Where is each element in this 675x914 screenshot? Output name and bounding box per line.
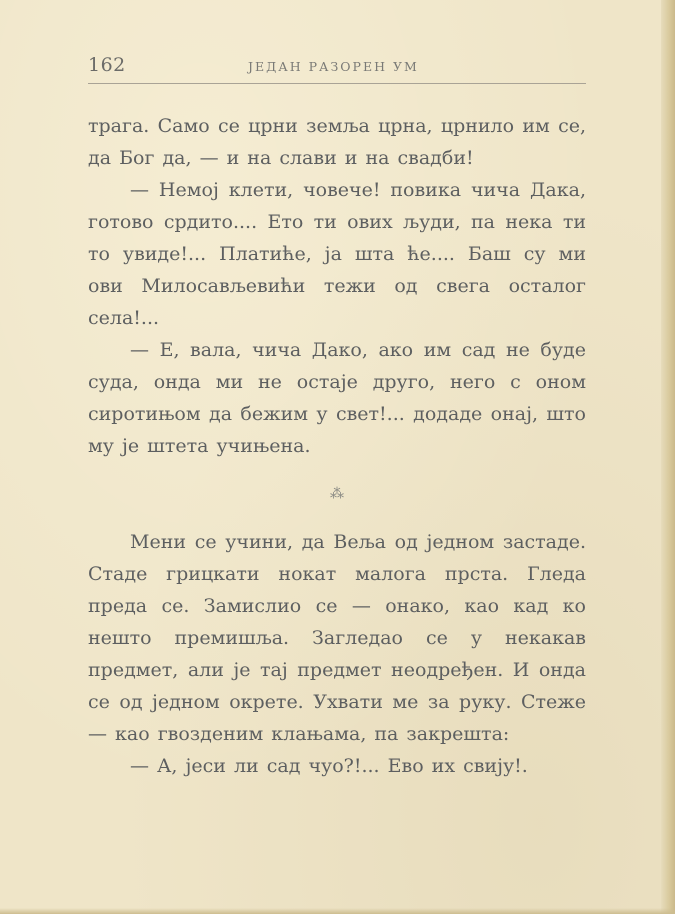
- divider-asterism: ⁂: [330, 486, 344, 502]
- body-text: [88, 110, 586, 782]
- paragraph-1: трага. Само се црни земља црна, црнило им се, да Бог да, — и на слави и на свадби!: [88, 115, 586, 169]
- page-bottom-shadow: [0, 908, 675, 914]
- paragraph-3: — Е, вала, чича Дако, ако им сад не буде суда, онда ми не остаје друго, него с оном сиротињом да бежим у свет!... додаде онај, што му је штета учињена.: [88, 339, 586, 457]
- page-header: [88, 54, 586, 82]
- header-rule: [88, 83, 586, 84]
- paragraph-2: — Немој клети, човече! повика чича Дака, готово срдито.... Ето ти ових људи, па нека ти то увиде!... Платиће, ја шта ће.... Баш су ми ови Милосављевићи тежи од свега осталог села!...: [88, 179, 586, 329]
- section-divider: [88, 462, 586, 526]
- paragraph-4: Мени се учини, да Веља од једном застаде. Стаде грицкати нокат малога прста. Гледа преда се. Замислио се — онако, као кад ко нешто премишља. Загледао се у некакав предмет, али је тај предмет неодређен. И онда се од једном окрете. Ухвати ме за руку. Стеже — као гвозденим клањама, па закрешта:: [88, 531, 586, 745]
- page-edge-shadow: [661, 0, 675, 914]
- running-head: ЈЕДАН РАЗОРЕН УМ: [248, 59, 419, 74]
- page-number: 162: [88, 54, 126, 76]
- paragraph-5: — А, јеси ли сад чуо?!... Ево их свију!.: [130, 755, 528, 777]
